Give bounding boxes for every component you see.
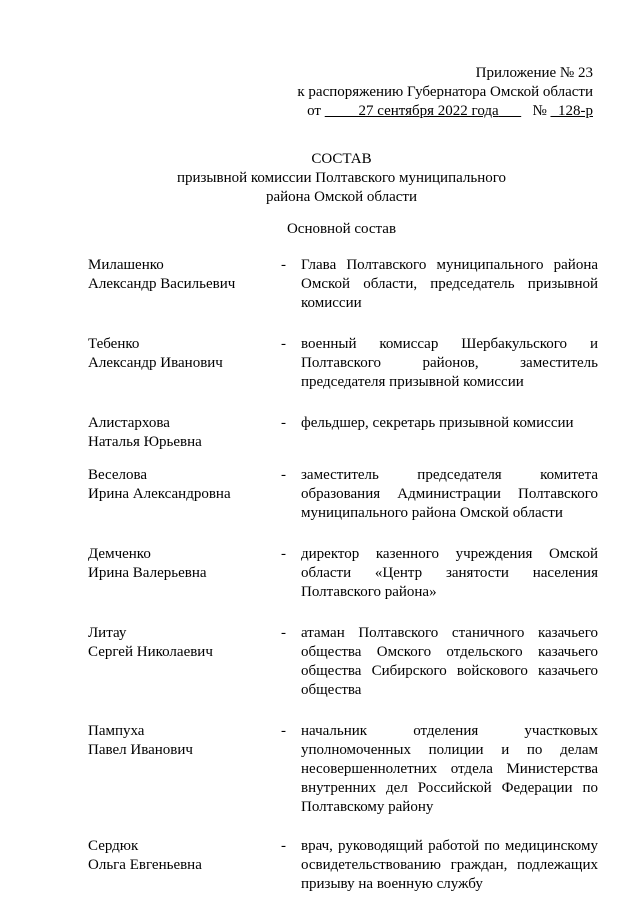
member-given-names: Сергей Николаевич [88, 644, 213, 660]
dash: - [281, 336, 286, 352]
dash: - [281, 415, 286, 431]
member-role: Глава Полтавского муниципального района Омской области, председатель призывной комиссии [301, 257, 598, 311]
member-name [88, 837, 281, 875]
member-name [88, 414, 281, 452]
member-role: начальник отделения участковых уполномоченных полиции и по делам несовершеннолетних отдела Министерства внутренних дел Российской Федерации по Полтавскому району [301, 723, 598, 815]
member-role: военный комиссар Шербакульского и Полтавского районов, заместитель председателя призывной комиссии [301, 336, 598, 390]
dash: - [281, 257, 286, 273]
member-surname: Литау [88, 625, 127, 641]
dash: - [281, 467, 286, 483]
member-row [88, 837, 598, 894]
member-row [88, 335, 598, 392]
appendix-reference: к распоряжению Губернатора Омской области [297, 84, 593, 100]
member-row [88, 256, 598, 313]
member-given-names: Ирина Валерьевна [88, 565, 207, 581]
member-role: заместитель председателя комитета образования Администрации Полтавского муниципального района Омской области [301, 467, 598, 521]
member-role: атаман Полтавского станичного казачьего общества Омского отдельского казачьего общества Сибирского войскового казачьего общества [301, 625, 598, 698]
member-given-names: Ирина Александровна [88, 486, 231, 502]
number-label: № [532, 103, 547, 119]
member-role: врач, руководящий работой по медицинскому освидетельствованию граждан, подлежащих призыву на военную службу [301, 838, 598, 892]
decree-date-value: 27 сентября 2022 года [358, 103, 499, 119]
member-given-names: Александр Васильевич [88, 276, 236, 292]
member-row [88, 722, 598, 817]
decree-date [325, 103, 521, 119]
member-row [88, 624, 598, 700]
member-surname: Тебенко [88, 336, 140, 352]
member-surname: Веселова [88, 467, 148, 483]
member-row [88, 414, 598, 452]
member-surname: Алистархова [88, 415, 170, 431]
member-row [88, 466, 598, 523]
decree-number [551, 103, 594, 119]
from-label: от [307, 103, 321, 119]
members-list [88, 256, 598, 894]
member-name [88, 722, 281, 760]
member-name [88, 624, 281, 662]
member-name [88, 545, 281, 583]
decree-number-value: 128-р [558, 103, 593, 119]
member-name [88, 256, 281, 294]
member-role: фельдшер, секретарь призывной комиссии [301, 415, 574, 431]
member-given-names: Наталья Юрьевна [88, 434, 202, 450]
member-given-names: Павел Иванович [88, 742, 193, 758]
dash: - [281, 838, 286, 854]
document-title [0, 150, 640, 207]
appendix-header [297, 64, 593, 121]
dash: - [281, 723, 286, 739]
member-surname: Милашенко [88, 257, 164, 273]
member-role: директор казенного учреждения Омской области «Центр занятости населения Полтавского района» [301, 546, 598, 600]
title-line-3: района Омской области [265, 189, 418, 205]
title-main: СОСТАВ [311, 151, 372, 167]
member-surname: Сердюк [88, 838, 139, 854]
member-name [88, 466, 281, 504]
appendix-date-line [297, 102, 593, 121]
title-line-2: призывной комиссии Полтавского муниципального [176, 170, 507, 186]
section-title: Основной состав [286, 221, 397, 237]
member-given-names: Александр Иванович [88, 355, 223, 371]
appendix-number: Приложение № 23 [475, 65, 593, 81]
dash: - [281, 546, 286, 562]
dash: - [281, 625, 286, 641]
member-given-names: Ольга Евгеньевна [88, 857, 202, 873]
member-surname: Демченко [88, 546, 151, 562]
member-surname: Пампуха [88, 723, 145, 739]
member-row [88, 545, 598, 602]
member-name [88, 335, 281, 373]
